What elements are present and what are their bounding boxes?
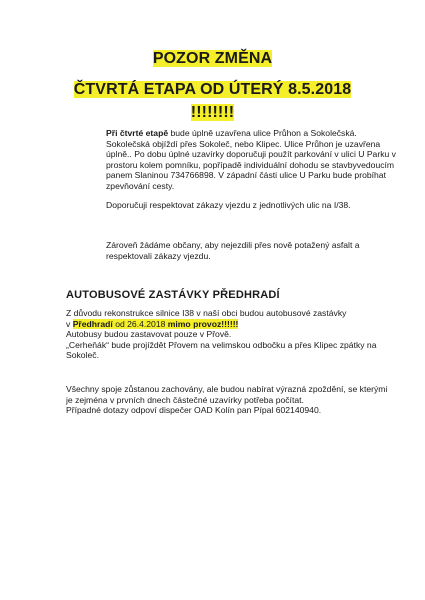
recommend-paragraph (106, 200, 376, 211)
bus-closure-highlight: mimo provoz!!!!!! (167, 318, 239, 329)
headline-exclamations (0, 103, 425, 122)
stage-line-2: Sokolečská objíždí přes Sokoleč, nebo Klipec. Ulice Průhon je uzavřena (106, 138, 381, 149)
stage-line-1-rest: bude úplně uzavřena ulice Průhon a Sokolečská. (168, 128, 357, 138)
closing-paragraph (66, 384, 388, 416)
stage-line-5: panem Slaninou 734766898. V západní části ulice U Parku bude probíhat (106, 170, 386, 181)
stage-paragraph (106, 128, 396, 192)
request-paragraph (106, 240, 376, 261)
headline-stage (0, 80, 425, 99)
headline-warning (0, 49, 425, 68)
bus-line-4: „Cerheňák“ bude projíždět Přovem na velimskou odbočku a přes Klipec zpátky na (66, 339, 377, 350)
stage-line-3: úplně.. Po dobu úplné uzavírky doporučuji použít parkování v ulici U Parku v (106, 149, 396, 160)
headline-stage-text: ČTVRTÁ ETAPA OD ÚTERÝ 8.5.2018 (73, 81, 352, 98)
stage-line-1 (106, 128, 376, 139)
bus-line-3: Autobusy budou zastavovat pouze v Přově. (66, 329, 232, 340)
bus-location-highlight: Předhradí (72, 318, 113, 329)
bus-line-2 (66, 319, 366, 330)
headline-exclamations-text: !!!!!!!! (190, 104, 235, 121)
headline-warning-text: POZOR ZMĚNA (152, 50, 273, 67)
stage-line-4: prostoru kolem pomníku, popřípadě individuální dohodu se stavbyvedoucím (106, 159, 395, 170)
closing-line-2: je zejména v prvních dnech částečné uzavírky potřeba počítat. (66, 394, 304, 405)
stage-line-6: zpevňování cesty. (106, 180, 175, 191)
bus-line-5: Sokoleč. (66, 350, 99, 361)
bus-line-1: Z důvodu rekonstrukce silnice I38 v naší obci budou autobusové zastávky (66, 308, 347, 318)
request-line-1: Zároveň žádáme občany, aby nejezdili přes nově potažený asfalt a (106, 240, 360, 250)
request-line-2: respektovali zákazy vjezdu. (106, 250, 211, 261)
bus-paragraph (66, 308, 377, 361)
closing-line-1: Všechny spoje zůstanou zachovány, ale budou nabírat výrazná zpoždění, se kterými (66, 384, 388, 394)
section-title: AUTOBUSOVÉ ZASTÁVKY PŘEDHRADÍ (66, 289, 280, 301)
stage-bold-lead: Při čtvrté etapě (106, 128, 169, 138)
bus-line-2-prefix: v (66, 318, 73, 329)
closing-line-3: Případné dotazy odpoví dispečer OAD Kolín pan Pípal 602140940. (66, 405, 322, 416)
recommend-line: Doporučuji respektovat zákazy vjezdu z jednotlivých ulic na I/38. (106, 200, 351, 210)
bus-date-highlight: od 26.4.2018 (112, 318, 168, 329)
